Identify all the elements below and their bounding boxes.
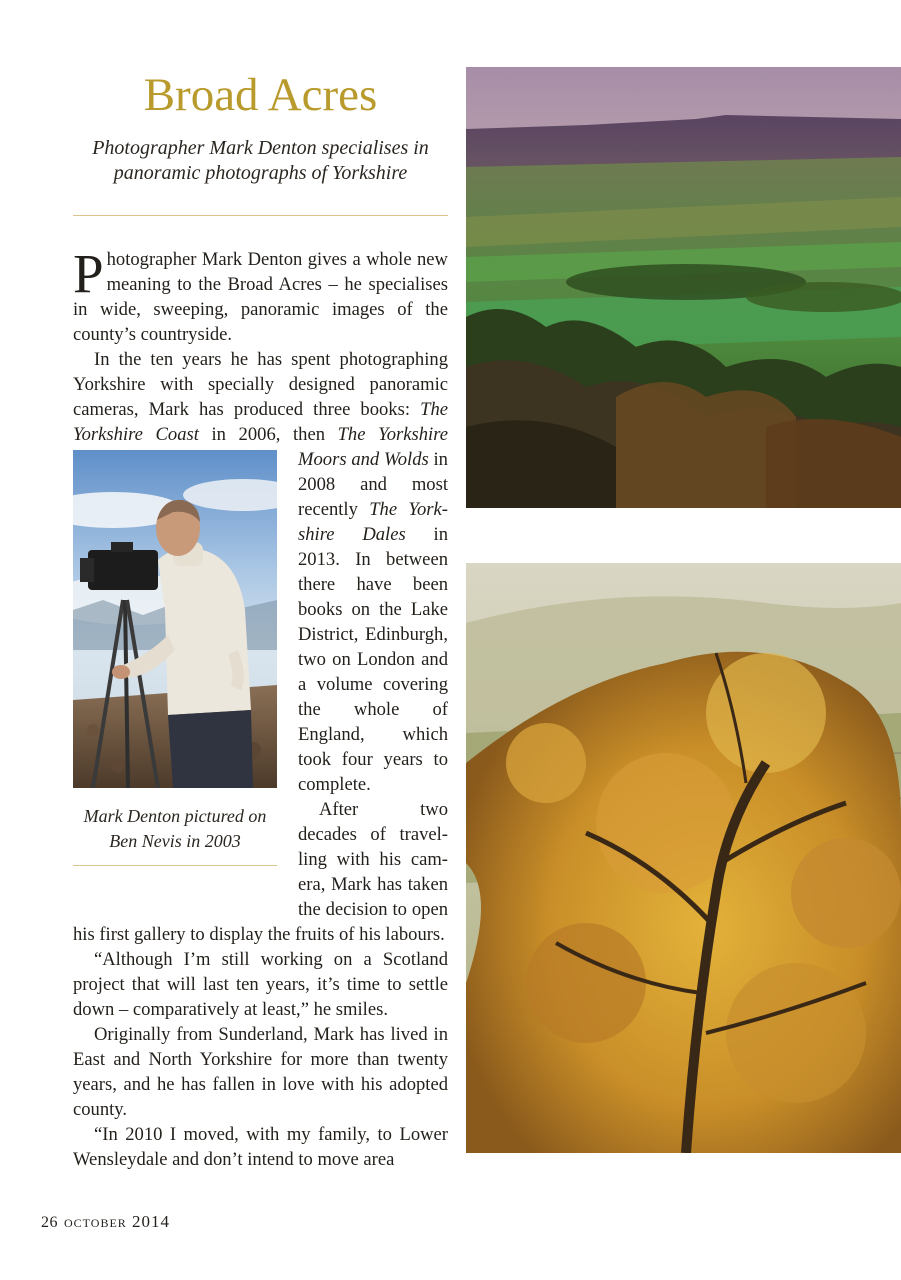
page-footer	[41, 1212, 170, 1232]
drop-cap: P	[73, 243, 104, 304]
article-body	[73, 243, 448, 1172]
moorland-landscape-photo	[466, 67, 901, 508]
paragraph-4: “Although I’m still working on a Scotland project that will last ten years, it’s time to settle down – comparatively at least,” he smiles.	[73, 949, 448, 1020]
article-subtitle: Photographer Mark Denton specialises in panoramic photographs of Yorkshire	[92, 137, 429, 184]
portrait-figure	[73, 450, 277, 915]
paragraph-2: In the ten years he has spent photographing Yorkshire with specially designed panoramic cameras, Mark has produced three books: The Yorkshire Coast in 2006, then Mark Denton pictured on Ben Nevis in 2003 The Yorkshire Moors and Wolds in 2008 and most recently The Yorkshire Dales in 2013. In between there have been books on the Lake District, Edinburgh, two on London and a volume covering the whole of England, which took four years to complete.	[73, 347, 448, 797]
autumn-tree-photo	[466, 563, 901, 1153]
paragraph-3: After two decades of travelling with his camera, Mark has taken the decision to open his first gallery to display the fruits of his labours.	[73, 799, 448, 945]
portrait-photo	[73, 450, 277, 788]
paragraph-5: Originally from Sunderland, Mark has lived in East and North Yorkshire for more than twenty years, and he has fallen in love with his adopted county.	[73, 1024, 448, 1120]
issue-date: october 2014	[64, 1212, 171, 1231]
portrait-caption: Mark Denton pictured on Ben Nevis in 2003	[83, 806, 267, 851]
title-divider	[73, 215, 448, 216]
article-title: Broad Acres	[143, 69, 378, 121]
page-number: 26	[41, 1214, 58, 1231]
caption-divider	[73, 865, 277, 866]
paragraph-6: “In 2010 I moved, with my family, to Lower Wensleydale and don’t intend to move area	[73, 1124, 448, 1170]
paragraph-1: Photographer Mark Denton gives a whole new meaning to the Broad Acres – he specialises in wide, sweeping, panoramic images of the county’s countryside.	[73, 243, 448, 345]
